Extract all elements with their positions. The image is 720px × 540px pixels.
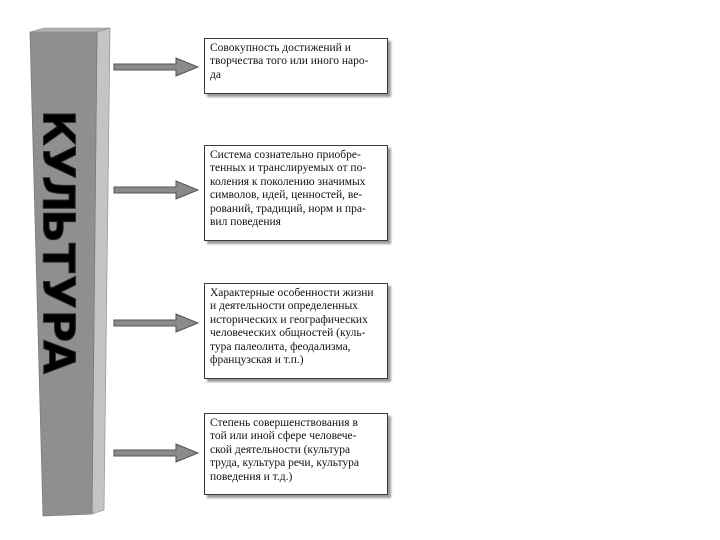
pillar-letter: У	[32, 275, 84, 309]
definition-box-3: Характерные особенности жизни и деятельности определенных исторических и географических человеческих общностей (куль- тура палеолита, феодализма, французская и т.п.)	[204, 283, 388, 379]
pillar-letter: Ь	[32, 209, 84, 243]
definition-box-1: Совокупность достижений и творчества того или иного наро- да	[204, 38, 388, 94]
arrow-1	[114, 58, 198, 76]
pillar-letter: Л	[32, 175, 84, 213]
arrow-3	[114, 314, 198, 332]
arrow-4	[114, 444, 198, 462]
arrow-2	[114, 181, 198, 199]
definition-box-4: Степень совершенствования в той или иной сфере человече- ской деятельности (культура труда, культура речи, культура поведения и т.д.)	[204, 413, 388, 495]
definition-box-2: Система сознательно приобре- тенных и транслируемых от по- коления к поколению значимых символов, идей, ценностей, ве- рований, традиций, норм и пра- вил поведения	[204, 145, 388, 241]
pillar-letter: У	[32, 145, 84, 179]
pillar-letter: А	[32, 339, 84, 375]
pillar-title	[33, 110, 84, 374]
pillar-letter: Р	[32, 309, 84, 343]
pillar-front-face	[30, 32, 97, 516]
arrows	[114, 58, 198, 462]
pillar-top-face	[30, 28, 110, 32]
culture-pillar	[30, 28, 110, 516]
pillar-letter: Т	[32, 242, 84, 274]
pillar-letter: К	[32, 110, 84, 146]
